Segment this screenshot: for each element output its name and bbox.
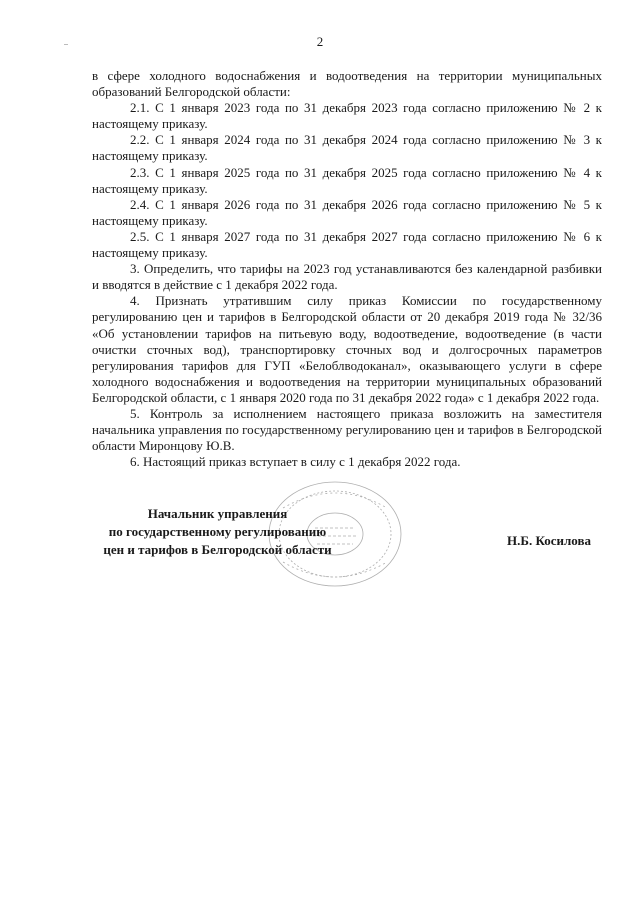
item-2-1: 2.1. С 1 января 2023 года по 31 декабря 2023 года согласно приложению № 2 к настоящему приказу. xyxy=(92,100,602,132)
item-2-4: 2.4. С 1 января 2026 года по 31 декабря 2026 года согласно приложению № 5 к настоящему приказу. xyxy=(92,196,602,228)
item-2-5: 2.5. С 1 января 2027 года по 31 декабря 2027 года согласно приложению № 6 к настоящему приказу. xyxy=(92,228,602,261)
item-4: 4. Признать утратившим силу приказ Комиссии по государственному регулированию цен и тарифов в Белгородской области от 20 декабря 2019 года № 32/36 «Об установлении тарифов на питьевую воду, водоотведение, водоотведение (в части очистки сточных вод), транспортировку сточных вод и долгосрочных параметров регулирования тарифов для ГУП «Белоблводоканал», оказывающего услуги в сфере холодного водоснабжения и водоотведения на территории муниципальных образований Белгородской области, с 1 января 2020 года по 31 декабря 2022 года» с 1 декабря 2022 года. xyxy=(92,293,602,405)
signatory-name: Н.Б. Косилова xyxy=(507,533,591,548)
item-2-2: 2.2. С 1 января 2024 года по 31 декабря 2024 года согласно приложению № 3 к настоящему приказу. xyxy=(92,132,602,164)
document-body xyxy=(92,68,602,470)
lead-paragraph: в сфере холодного водоснабжения и водоотведения на территории муниципальных образований Белгородской области: xyxy=(92,68,602,100)
item-6: 6. Настоящий приказ вступает в силу с 1 декабря 2022 года. xyxy=(130,454,461,470)
item-3: 3. Определить, что тарифы на 2023 год устанавливаются без календарной разбивки и вводятся в действие с 1 декабря 2022 года. xyxy=(92,261,602,293)
signatory-title: Начальник управления по государственному регулированию цен и тарифов в Белгородской области xyxy=(103,506,332,557)
signature-block xyxy=(0,505,640,575)
page-number: 2 xyxy=(316,34,324,49)
item-5: 5. Контроль за исполнением настоящего приказа возложить на заместителя начальника управления по государственному регулированию цен и тарифов в Белгородской области Миронцову Ю.В. xyxy=(92,405,602,454)
item-2-3: 2.3. С 1 января 2025 года по 31 декабря 2025 года согласно приложению № 4 к настоящему приказу. xyxy=(92,164,602,196)
